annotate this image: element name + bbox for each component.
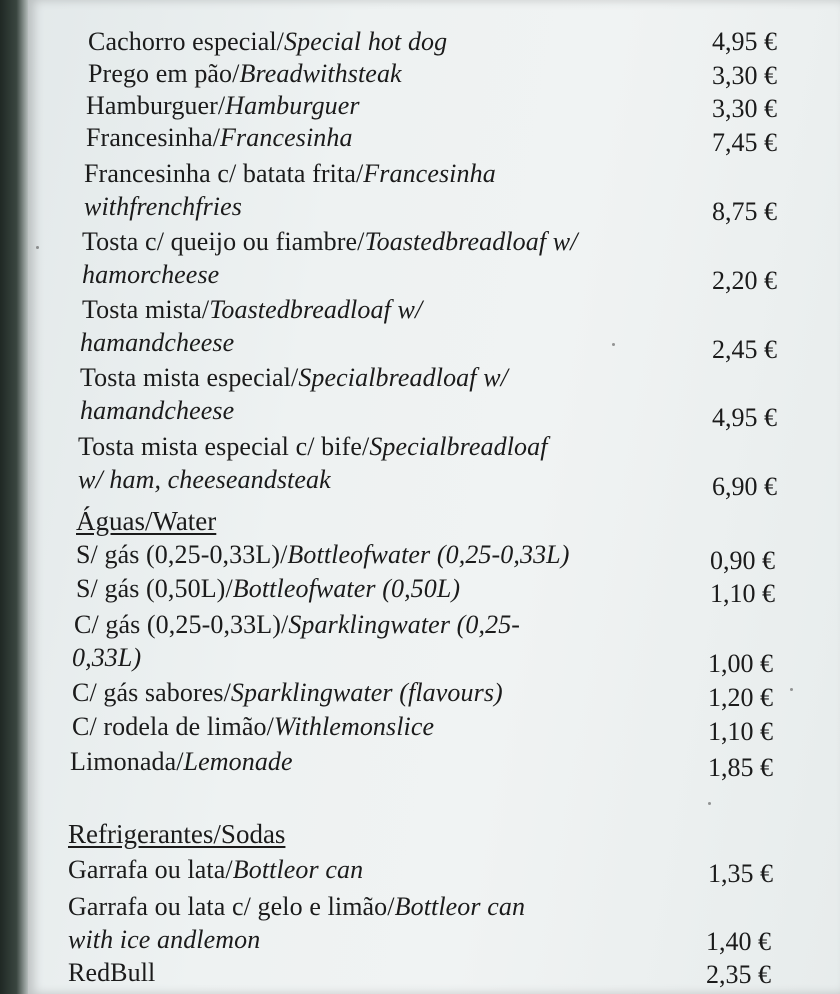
menu-item-name: Francesinha/Francesinha (86, 123, 353, 152)
section-title-sodas: Refrigerantes/Sodas (68, 819, 286, 849)
menu-item-price: 0,90 € (710, 546, 775, 575)
menu-item-name: C/ rodela de limão/Withlemonslice (72, 712, 435, 741)
menu-item-price: 4,95 € (712, 403, 777, 432)
menu-item-price: 4,95 € (712, 27, 777, 56)
section-title-water: Águas/Water (76, 506, 217, 536)
menu-item-name: Hamburguer/Hamburguer (86, 91, 360, 120)
menu-item-price: 1,20 € (708, 683, 773, 712)
menu-item-price: 8,75 € (712, 197, 777, 226)
menu-item-name-continued: 0,33L) (72, 643, 142, 672)
menu-item-price: 2,20 € (712, 266, 777, 295)
menu-item-name: S/ gás (0,50L)/Bottleofwater (0,50L) (76, 574, 461, 603)
menu-item-price: 1,10 € (710, 579, 775, 608)
menu-item-price: 2,35 € (706, 960, 771, 989)
menu-item-price: 2,45 € (712, 335, 777, 364)
menu-item-name: Tosta mista especial c/ bife/Specialbreadloaf (78, 432, 548, 461)
menu-item-name: Tosta c/ queijo ou fiambre/Toastedbreadloaf w/ (82, 227, 578, 256)
menu-item-name: Garrafa ou lata c/ gelo e limão/Bottleor can (68, 892, 526, 921)
menu-item-name: Francesinha c/ batata frita/Francesinha (84, 159, 496, 188)
menu-item-name-continued: hamandcheese (80, 396, 235, 425)
menu-item-name: Limonada/Lemonade (70, 747, 293, 776)
menu-item-price: 3,30 € (712, 94, 777, 123)
menu-item-name: Prego em pão/Breadwithsteak (88, 59, 402, 88)
menu-item-name-continued: hamorcheese (82, 260, 220, 289)
menu-item-name: Tosta mista/Toastedbreadloaf w/ (82, 295, 423, 324)
menu-item-name-continued: withfrenchfries (84, 192, 242, 221)
menu-item-name: Tosta mista especial/Specialbreadloaf w/ (80, 363, 508, 392)
menu-item-price: 3,30 € (712, 61, 777, 90)
menu-item-name: Garrafa ou lata/Bottleor can (68, 855, 364, 884)
paper-speck (612, 343, 615, 346)
menu-item-price: 6,90 € (712, 472, 777, 501)
paper-speck (708, 802, 711, 805)
menu-item-name-continued: hamandcheese (80, 328, 235, 357)
menu-item-price: 1,40 € (706, 927, 771, 956)
menu-item-name: C/ gás (0,25-0,33L)/Sparklingwater (0,25- (74, 610, 521, 639)
menu-item-name: C/ gás sabores/Sparklingwater (flavours) (72, 678, 503, 707)
menu-item-name: RedBull (68, 958, 156, 987)
menu-item-price: 7,45 € (712, 128, 777, 157)
menu-item-name: S/ gás (0,25-0,33L)/Bottleofwater (0,25-0,33L) (76, 540, 570, 569)
menu-item-price: 1,10 € (708, 717, 773, 746)
menu-item-price: 1,85 € (708, 753, 773, 782)
menu-item-name-continued: with ice andlemon (68, 925, 261, 954)
menu-item-price: 1,35 € (708, 859, 773, 888)
menu-item-price: 1,00 € (708, 649, 773, 678)
menu-item-name-continued: w/ ham, cheeseandsteak (78, 465, 331, 494)
menu-item-name: Cachorro especial/Special hot dog (88, 27, 448, 56)
paper-speck (36, 246, 39, 249)
paper-speck (790, 688, 793, 691)
